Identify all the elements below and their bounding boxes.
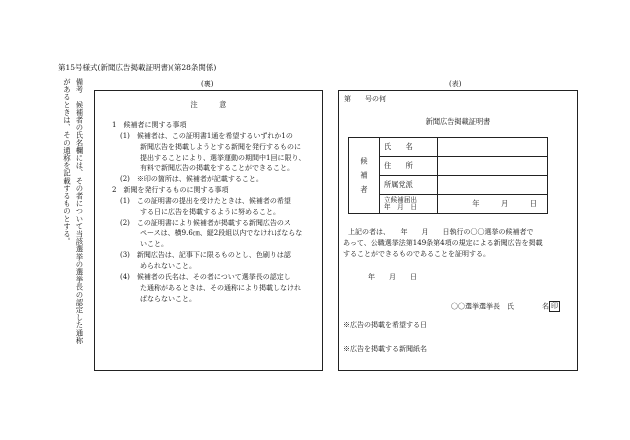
row-label-party: 所属党派 [380,176,438,195]
row-value-address[interactable] [438,157,548,176]
candidate-table [348,137,548,214]
note-newspaper-name: ※広告を掲載する新聞紙名 [343,345,427,353]
omote-side-label: (表) [449,80,462,88]
chief-signature [451,301,560,312]
candidate-side-label: 候 補 者 [349,138,380,214]
certify-line-3: することができるものであることを証明する。 [343,250,490,258]
filing-label-1: 立候補届出 [384,195,417,204]
item-2-2: (2) この証明書により候補者が掲載する新聞広告のス [120,218,291,227]
form-title: 第15号様式(新聞広告掲載証明書)(第28条関係) [58,63,217,72]
seal-stamp: 印 [551,302,558,310]
number-label: 第 号の何 [344,95,386,103]
filing-label-2: 年 月 日 [384,203,417,211]
remarks-vertical [60,78,85,378]
ura-side-label: (裏) [201,80,214,88]
ura-heading: 注 意 [190,100,227,109]
item-2-2-cont: ペースは、横9.6㎝、縦2段組以内でなければならな [140,229,303,238]
item-2-4-cont: ばならないこと。 [140,294,196,303]
row-value-party[interactable] [438,176,548,195]
item-1-1: (1) 候補者は、この証明書1通を希望するいずれか1の [120,131,293,140]
item-2-3: (3) 新聞広告は、記事下に限るものとし、色刷りは認 [120,251,291,260]
item-2-2-cont: いこと。 [140,240,168,249]
remarks-line-1: 備考 候補者の氏名欄には、その者について当該選挙の選挙長の認定した通称 [75,78,84,344]
ura-body [112,120,320,304]
item-1-2: (2) ※印の箇所は、候補者が記載すること。 [120,175,263,184]
row-label-name: 氏 名 [380,138,438,157]
item-1-1-cont: 新聞広告を掲載しようとする新聞を発行するものに [140,142,301,151]
row-label-address: 住 所 [380,157,438,176]
item-2-4: (4) 候補者の氏名は、その者について選挙長の認定し [120,272,291,281]
certify-line-1: 上記の者は、 年 月 日執行の〇〇選挙の候補者で [348,228,534,236]
item-2-3-cont: められないこと。 [140,261,196,270]
issue-date: 年 月 日 [368,273,417,281]
row-label-filing [380,195,438,214]
item-1-1-cont: 提出することにより、選挙運動の期間中1回に限り、 [140,153,306,162]
note-desired-date: ※広告の掲載を希望する日 [343,321,427,329]
section-newspaper: 2 新聞を発行するものに関する事項 [112,186,229,195]
item-2-1-cont: する日に広告を掲載するように努めること。 [140,207,280,216]
item-2-4-cont: た通称があるときは、その通称により掲載しなけれ [140,283,301,292]
row-value-name[interactable] [438,138,548,157]
remarks-line-2: があるときは、その通称を記載するものとする。 [62,78,72,246]
certify-line-2: あって、公職選挙法第149条第4項の規定による新聞広告を掲載 [343,239,543,247]
item-1-1-cont: 有料で新聞広告の掲載をすることができること。 [140,164,294,173]
chief-label: 〇〇選挙選挙長 氏 名 [451,302,549,311]
section-candidate: 1 候補者に関する事項 [112,121,187,129]
item-2-1: (1) この証明書の提出を受けたときは、候補者の希望 [120,196,291,205]
table-row [349,138,548,157]
certificate-title: 新聞広告掲載証明書 [425,117,491,126]
row-value-filing[interactable]: 年 月 日 [438,195,548,214]
